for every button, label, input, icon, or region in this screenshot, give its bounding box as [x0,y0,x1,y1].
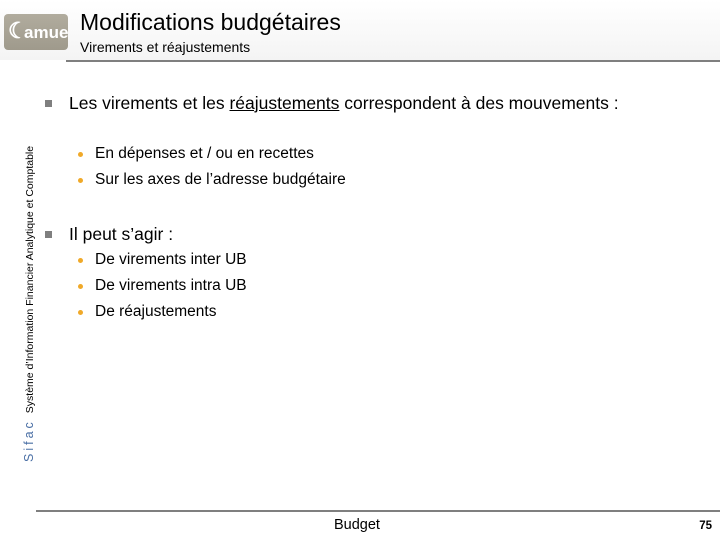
dot-bullet-icon [78,310,83,315]
bullet-text-part: correspondent à des mouvements : [339,93,619,113]
amue-logo [4,14,68,50]
sidebar [0,100,44,462]
square-bullet-icon [45,100,52,107]
square-bullet-icon [45,231,52,238]
dot-bullet-icon [78,258,83,263]
header-divider [66,60,720,62]
dot-bullet-icon [78,284,83,289]
bullet-text-part: Les virements et les [69,93,230,113]
bullet-text: De réajustements [95,303,217,320]
bullet-text [69,92,629,114]
page-title: Modifications budgétaires [80,9,341,35]
page-subtitle: Virements et réajustements [80,39,251,55]
logo-text: amue [24,23,69,42]
dot-bullet-icon [78,152,83,157]
sidebar-vertical-text [22,100,37,462]
bullet-text: Sur les axes de l’adresse budgétaire [95,171,346,188]
bullet-text: Il peut s’agir : [69,224,174,244]
page-number: 75 [699,520,712,532]
dot-bullet-icon [78,178,83,183]
sidebar-brand: Sifac [22,419,36,462]
footer-divider [36,510,720,512]
slide-content [44,90,704,350]
bullet-text: En dépenses et / ou en recettes [95,145,314,162]
footer-label: Budget [334,517,380,533]
underlined-term: réajustements [229,93,340,113]
bullet-text: De virements intra UB [95,277,247,294]
sidebar-caption: Système d’Information Financier Analytique et Comptable [24,145,36,414]
bullet-text: De virements inter UB [95,251,247,268]
logo-swirl-icon: ☾ [8,18,28,43]
